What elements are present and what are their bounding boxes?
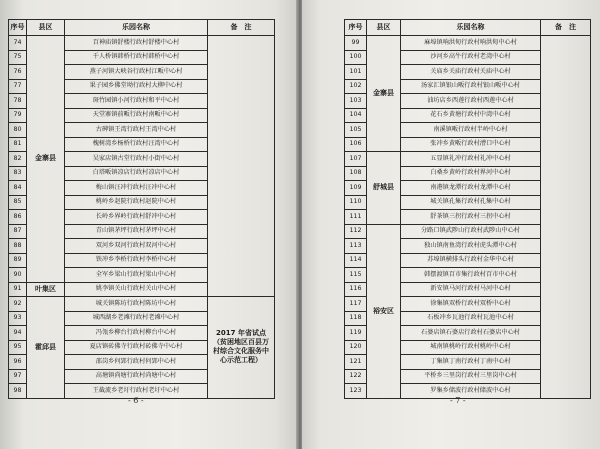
park-name: 花石乡黄塘行政村中湾中心村 — [401, 108, 541, 123]
row-number: 85 — [9, 195, 27, 210]
row-number: 123 — [345, 384, 367, 399]
park-name: 分路口镇武陟山行政村武陟山中心村 — [401, 224, 541, 239]
park-name: 斑竹园镇小河行政村和平中心村 — [65, 94, 208, 109]
document-page-left — [0, 0, 298, 449]
park-name: 汤家汇镇银山畈行政村银山畈中心村 — [401, 79, 541, 94]
row-number: 79 — [9, 108, 27, 123]
header-no: 序号 — [345, 20, 367, 36]
row-number: 101 — [345, 65, 367, 80]
table-row — [9, 36, 275, 51]
row-number: 87 — [9, 224, 27, 239]
header-county: 县区 — [367, 20, 401, 36]
park-name: 槐树湾乡杨桥行政村汪湾中心村 — [65, 137, 208, 152]
county-cell-yejiqu: 叶集区 — [27, 282, 65, 297]
park-name: 舒茶镇三拐行政村三拐中心村 — [401, 210, 541, 225]
row-number: 103 — [345, 94, 367, 109]
park-name: 平桥乡三里岗行政村三里岗中心村 — [401, 369, 541, 384]
park-name: 天堂寨镇前畈行政村南畈中心村 — [65, 108, 208, 123]
row-number: 106 — [345, 137, 367, 152]
row-number: 109 — [345, 181, 367, 196]
park-name: 丁集镇丁南行政村丁南中心村 — [401, 355, 541, 370]
row-number: 110 — [345, 195, 367, 210]
row-number: 116 — [345, 282, 367, 297]
row-number: 115 — [345, 268, 367, 283]
park-name: 夏店镇砖佛寺行政村砖佛寺中心村 — [65, 340, 208, 355]
row-number: 88 — [9, 239, 27, 254]
row-number: 84 — [9, 181, 27, 196]
park-name: 长岭乡界岭行政村舒冲中心村 — [65, 210, 208, 225]
row-number: 117 — [345, 297, 367, 312]
row-number: 96 — [9, 355, 27, 370]
row-number: 83 — [9, 166, 27, 181]
park-name: 关庙乡关庙行政村关庙中心村 — [401, 65, 541, 80]
header-no: 序号 — [9, 20, 27, 36]
park-name: 独山镇南鱼湾行政村虎头潭中心村 — [401, 239, 541, 254]
park-name: 冯瓴乡柳台行政村柳台中心村 — [65, 326, 208, 341]
document-page-right — [302, 0, 600, 449]
park-name: 新安镇马河行政村马河中心村 — [401, 282, 541, 297]
row-number: 82 — [9, 152, 27, 167]
park-name: 双河乡双河行政村双河中心村 — [65, 239, 208, 254]
park-name: 千人桥镇韩桥行政村韩桥中心村 — [65, 50, 208, 65]
table-header-row — [9, 20, 275, 36]
row-number: 114 — [345, 253, 367, 268]
note-cell — [541, 36, 591, 399]
row-number: 75 — [9, 50, 27, 65]
park-name: 青山镇茅坪行政村茅坪中心村 — [65, 224, 208, 239]
county-cell-shucheng: 舒城县 — [367, 152, 401, 225]
park-name: 张冲乡黄畈行政村漕口中心村 — [401, 137, 541, 152]
park-name: 吴家店镇古堂行政村小街中心村 — [65, 152, 208, 167]
park-name: 姚李镇关山行政村关山中心村 — [65, 282, 208, 297]
row-number: 105 — [345, 123, 367, 138]
park-name: 五显镇礼冲行政村礼冲中心村 — [401, 152, 541, 167]
row-number: 76 — [9, 65, 27, 80]
park-name: 邵岗乡何郢行政村何郢中心村 — [65, 355, 208, 370]
county-cell-jinzhai: 金寨县 — [367, 36, 401, 152]
row-number: 93 — [9, 311, 27, 326]
park-name: 城南镇桃岭行政村桃岭中心村 — [401, 340, 541, 355]
park-name: 石板冲乡瓦池行政村瓦池中心村 — [401, 311, 541, 326]
park-name: 徐集镇双桥行政村双桥中心村 — [401, 297, 541, 312]
county-cell-huoqiu: 霍邱县 — [27, 297, 65, 399]
park-name: 高塘镇尚塘行政村尚塘中心村 — [65, 369, 208, 384]
row-number: 95 — [9, 340, 27, 355]
row-number: 113 — [345, 239, 367, 254]
row-number: 108 — [345, 166, 367, 181]
header-note: 备 注 — [541, 20, 591, 36]
county-cell-yuan: 裕安区 — [367, 224, 401, 398]
row-number: 78 — [9, 94, 27, 109]
park-name: 石婆店镇石婆店行政村石婆店中心村 — [401, 326, 541, 341]
park-name: 果子园乡佛堂坳行政村大柳中心村 — [65, 79, 208, 94]
row-number: 121 — [345, 355, 367, 370]
row-number: 107 — [345, 152, 367, 167]
header-note: 备 注 — [208, 20, 275, 36]
row-number: 119 — [345, 326, 367, 341]
park-name: 燕子河镇大峡谷行政村江畈中心村 — [65, 65, 208, 80]
row-number: 104 — [345, 108, 367, 123]
park-name: 城西湖乡老滩行政村老滩中心村 — [65, 311, 208, 326]
park-name: 王截流乡老圩行政村老圩中心村 — [65, 384, 208, 399]
row-number: 118 — [345, 311, 367, 326]
row-number: 111 — [345, 210, 367, 225]
park-name: 百神庙镇舒楼行政村舒楼中心村 — [65, 36, 208, 51]
row-number: 120 — [345, 340, 367, 355]
table-row — [9, 297, 275, 312]
header-park-name: 乐园名称 — [401, 20, 541, 36]
note-cell: 2017 年省试点（贫困地区百县万村综合文化服务中心示范工程） — [208, 297, 275, 399]
park-name: 白塔畈镇凉店行政村凉店中心村 — [65, 166, 208, 181]
row-number: 81 — [9, 137, 27, 152]
row-number: 89 — [9, 253, 27, 268]
park-name: 苏埠镇横排头行政村金华中心村 — [401, 253, 541, 268]
row-number: 94 — [9, 326, 27, 341]
right-table — [344, 19, 591, 399]
park-name: 城关镇陈坊行政村陈坊中心村 — [65, 297, 208, 312]
note-cell — [208, 36, 275, 297]
page-number: - 6 - — [128, 396, 144, 405]
park-name: 油坊店乡西莲行政村西莲中心村 — [401, 94, 541, 109]
park-name: 梅山镇汪冲行政村汪冲中心村 — [65, 181, 208, 196]
park-name: 韩摆渡镇百市集行政村百市中心村 — [401, 268, 541, 283]
park-name: 古碑镇王湾行政村王湾中心村 — [65, 123, 208, 138]
row-number: 86 — [9, 210, 27, 225]
table-row — [345, 36, 591, 51]
row-number: 91 — [9, 282, 27, 297]
row-number: 99 — [345, 36, 367, 51]
table-header-row — [345, 20, 591, 36]
row-number: 112 — [345, 224, 367, 239]
park-name: 铁冲乡李桥行政村李桥中心村 — [65, 253, 208, 268]
park-name: 城关镇孔集行政村孔集中心村 — [401, 195, 541, 210]
page-number: - 7 - — [450, 396, 466, 405]
row-number: 100 — [345, 50, 367, 65]
row-number: 97 — [9, 369, 27, 384]
park-name: 罗集乡储波行政村储波中心村 — [401, 384, 541, 399]
header-county: 县区 — [27, 20, 65, 36]
park-name: 南溪镇畈行政村半岭中心村 — [401, 123, 541, 138]
left-table — [8, 19, 275, 399]
header-park-name: 乐园名称 — [65, 20, 208, 36]
park-name: 沙河乡高牛行政村老湾中心村 — [401, 50, 541, 65]
row-number: 122 — [345, 369, 367, 384]
county-cell-jinzhai: 金寨县 — [27, 36, 65, 283]
row-number: 98 — [9, 384, 27, 399]
row-number: 90 — [9, 268, 27, 283]
park-name: 全军乡梁山行政村梁山中心村 — [65, 268, 208, 283]
park-name: 桃岭乡赵院行政村赵院中心村 — [65, 195, 208, 210]
row-number: 77 — [9, 79, 27, 94]
row-number: 80 — [9, 123, 27, 138]
row-number: 74 — [9, 36, 27, 51]
row-number: 92 — [9, 297, 27, 312]
row-number: 102 — [345, 79, 367, 94]
park-name: 南港镇龙潭行政村龙潭中心村 — [401, 181, 541, 196]
park-name: 麻埠镇响洪甸行政村响洪甸中心村 — [401, 36, 541, 51]
park-name: 白桑乡黄岭行政村界河中心村 — [401, 166, 541, 181]
